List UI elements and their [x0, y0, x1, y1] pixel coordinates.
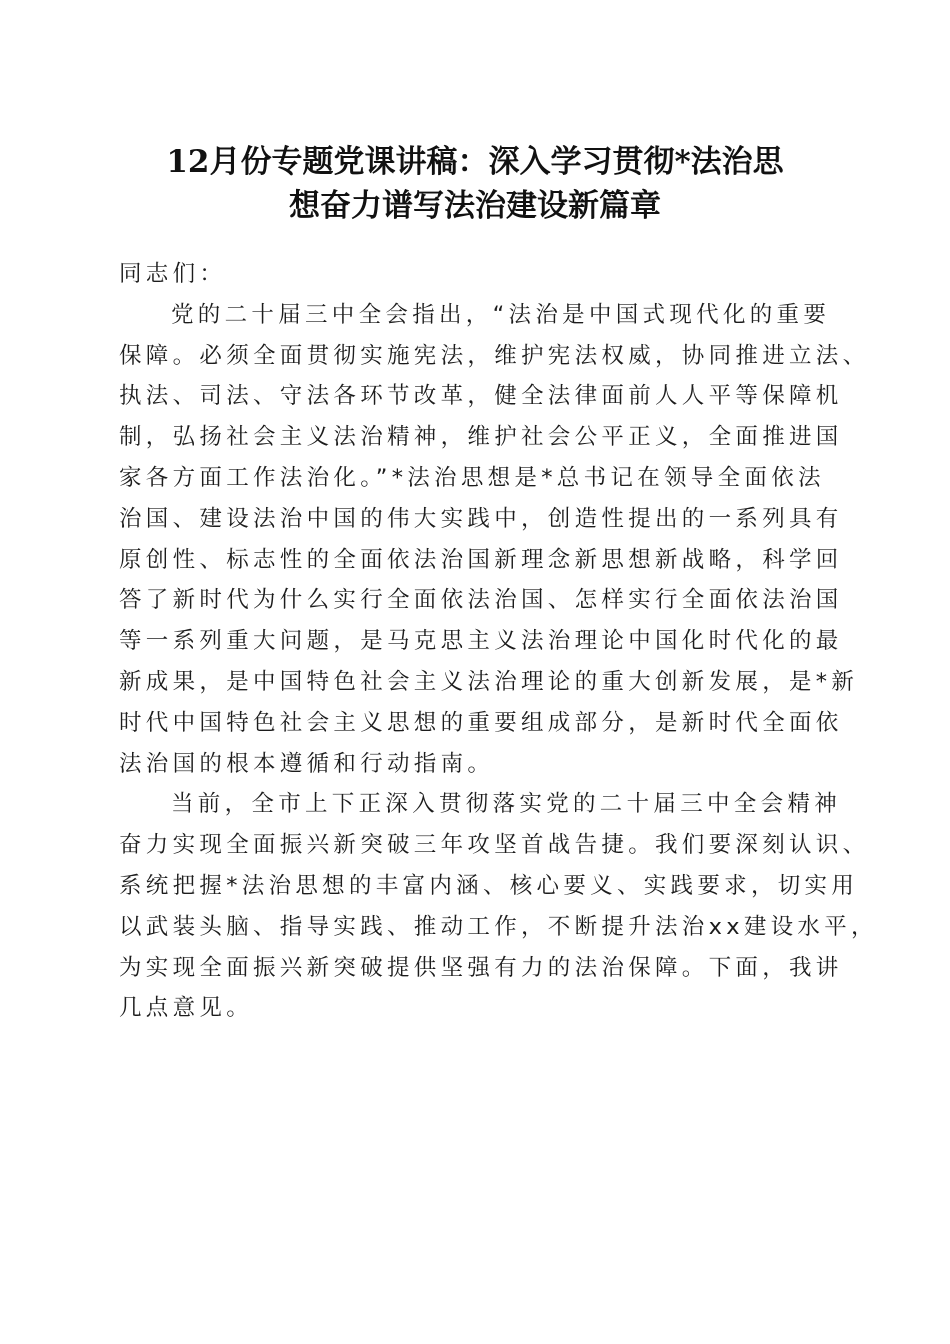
- title-line: 12月份专题党课讲稿：深入学习贯彻*法治思: [166, 144, 784, 180]
- paragraph-line: 以武装头脑、指导实践、推动工作，不断提升法治xx建设水平，: [119, 913, 878, 940]
- paragraph-line: 为实现全面振兴新突破提供坚强有力的法治保障。下面，我讲: [119, 954, 843, 981]
- paragraph-line: 新成果，是中国特色社会主义法治理论的重大创新发展，是*新: [119, 668, 859, 695]
- paragraph-line: 治国、建设法治中国的伟大实践中，创造性提出的一系列具有: [119, 505, 843, 532]
- paragraph-line: 系统把握*法治思想的丰富内涵、核心要义、实践要求，切实用: [119, 872, 859, 899]
- document-title: [100, 140, 850, 228]
- paragraph-line: 当前，全市上下正深入贯彻落实党的二十届三中全会精神: [171, 791, 842, 818]
- salutation: 同志们：: [119, 261, 227, 287]
- title-line: 想奋力谱写法治建设新篇章: [289, 188, 661, 224]
- paragraph-line: 奋力实现全面振兴新突破三年攻坚首战告捷。我们要深刻认识、: [119, 832, 870, 859]
- paragraph-line: 法治国的根本遵循和行动指南。: [119, 750, 495, 777]
- paragraph-line: 答了新时代为什么实行全面依法治国、怎样实行全面依法治国: [119, 587, 843, 614]
- paragraph-line: 执法、司法、守法各环节改革，健全法律面前人人平等保障机: [119, 383, 843, 410]
- paragraph-1: [119, 295, 870, 785]
- paragraph-line: 党的二十届三中全会指出，“法治是中国式现代化的重要: [171, 301, 831, 328]
- paragraph-2: [119, 784, 878, 1029]
- paragraph-line: 制，弘扬社会主义法治精神，维护社会公平正义，全面推进国: [119, 424, 843, 451]
- document-body: [119, 254, 878, 1029]
- paragraph-line: 原创性、标志性的全面依法治国新理念新思想新战略，科学回: [119, 546, 843, 573]
- paragraph-line: 几点意见。: [119, 995, 254, 1022]
- paragraph-line: 家各方面工作法治化。”*法治思想是*总书记在领导全面依法: [119, 464, 825, 491]
- paragraph-line: 保障。必须全面贯彻实施宪法，维护宪法权威，协同推进立法、: [119, 342, 870, 369]
- paragraph-line: 等一系列重大问题，是马克思主义法治理论中国化时代化的最: [119, 628, 843, 655]
- paragraph-line: 时代中国特色社会主义思想的重要组成部分，是新时代全面依: [119, 709, 843, 736]
